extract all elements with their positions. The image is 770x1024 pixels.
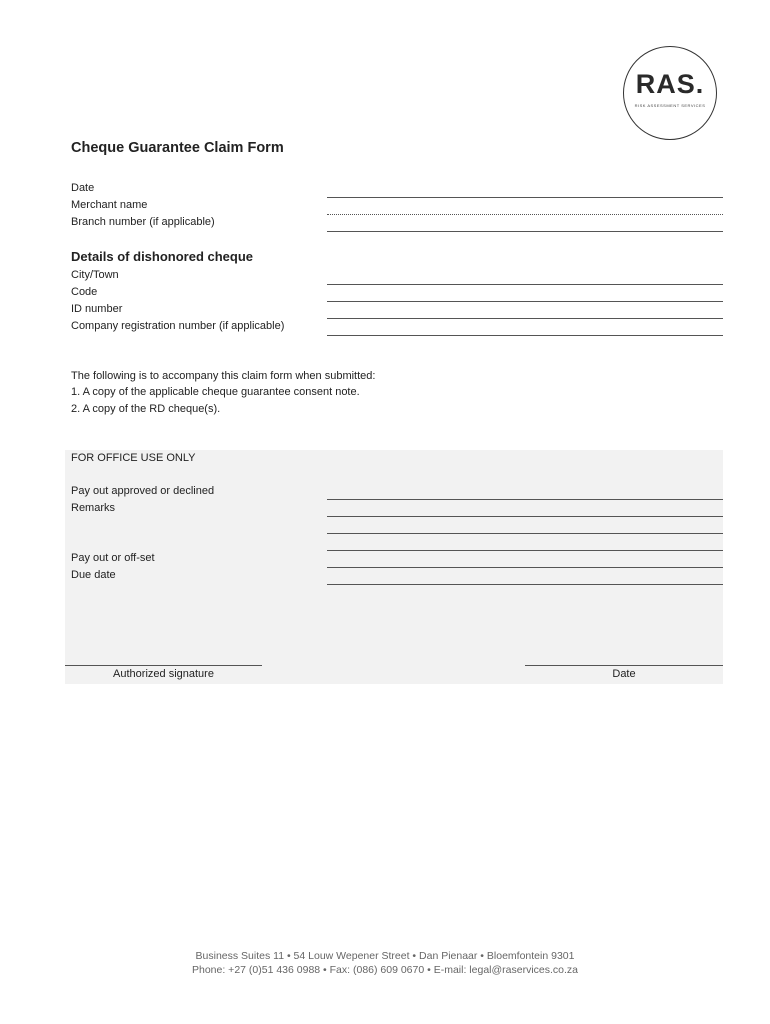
- remarks-field-3[interactable]: [327, 550, 723, 551]
- company-reg-field[interactable]: [327, 335, 723, 336]
- city-field[interactable]: [327, 284, 723, 285]
- merchant-name-label: Merchant name: [71, 199, 148, 211]
- payout-status-label: Pay out approved or declined: [71, 485, 215, 497]
- date-field[interactable]: [327, 197, 723, 198]
- section-title: Details of dishonored cheque: [71, 249, 254, 264]
- remarks-field-2[interactable]: [327, 533, 723, 534]
- logo-text: RAS.: [635, 69, 705, 99]
- id-number-label: ID number: [71, 303, 123, 315]
- requirement-item-2: 2. A copy of the RD cheque(s).: [71, 403, 221, 415]
- signature-date-line[interactable]: [525, 665, 723, 666]
- remarks-label: Remarks: [71, 502, 116, 514]
- date-label: Date: [71, 182, 95, 194]
- city-label: City/Town: [71, 269, 119, 281]
- logo-tagline: RISK ASSESSMENT SERVICES: [634, 103, 706, 108]
- id-number-field[interactable]: [327, 318, 723, 319]
- due-date-field[interactable]: [327, 584, 723, 585]
- due-date-label: Due date: [71, 569, 116, 581]
- payout-offset-field[interactable]: [327, 567, 723, 568]
- code-field[interactable]: [327, 301, 723, 302]
- requirements-intro: The following is to accompany this claim form when submitted:: [71, 370, 376, 382]
- company-reg-label: Company registration number (if applicable): [71, 320, 285, 332]
- branch-number-label: Branch number (if applicable): [71, 216, 215, 228]
- office-use-heading: FOR OFFICE USE ONLY: [71, 452, 196, 464]
- merchant-name-field[interactable]: [327, 214, 723, 215]
- footer-contact: Phone: +27 (0)51 436 0988 • Fax: (086) 609 0670 • E-mail: legal@raservices.co.za: [191, 964, 579, 976]
- remarks-field-1[interactable]: [327, 516, 723, 517]
- signature-line[interactable]: [65, 665, 262, 666]
- payout-offset-label: Pay out or off-set: [71, 552, 155, 564]
- branch-number-field[interactable]: [327, 231, 723, 232]
- form-title: Cheque Guarantee Claim Form: [71, 140, 284, 156]
- payout-status-field[interactable]: [327, 499, 723, 500]
- footer-address: Business Suites 11 • 54 Louw Wepener Street • Dan Pienaar • Bloemfontein 9301: [195, 950, 575, 962]
- signature-label: Authorized signature: [113, 668, 214, 680]
- code-label: Code: [71, 286, 98, 298]
- requirement-item-1: 1. A copy of the applicable cheque guarantee consent note.: [71, 386, 360, 398]
- company-logo: [623, 46, 717, 140]
- signature-date-label: Date: [612, 668, 636, 680]
